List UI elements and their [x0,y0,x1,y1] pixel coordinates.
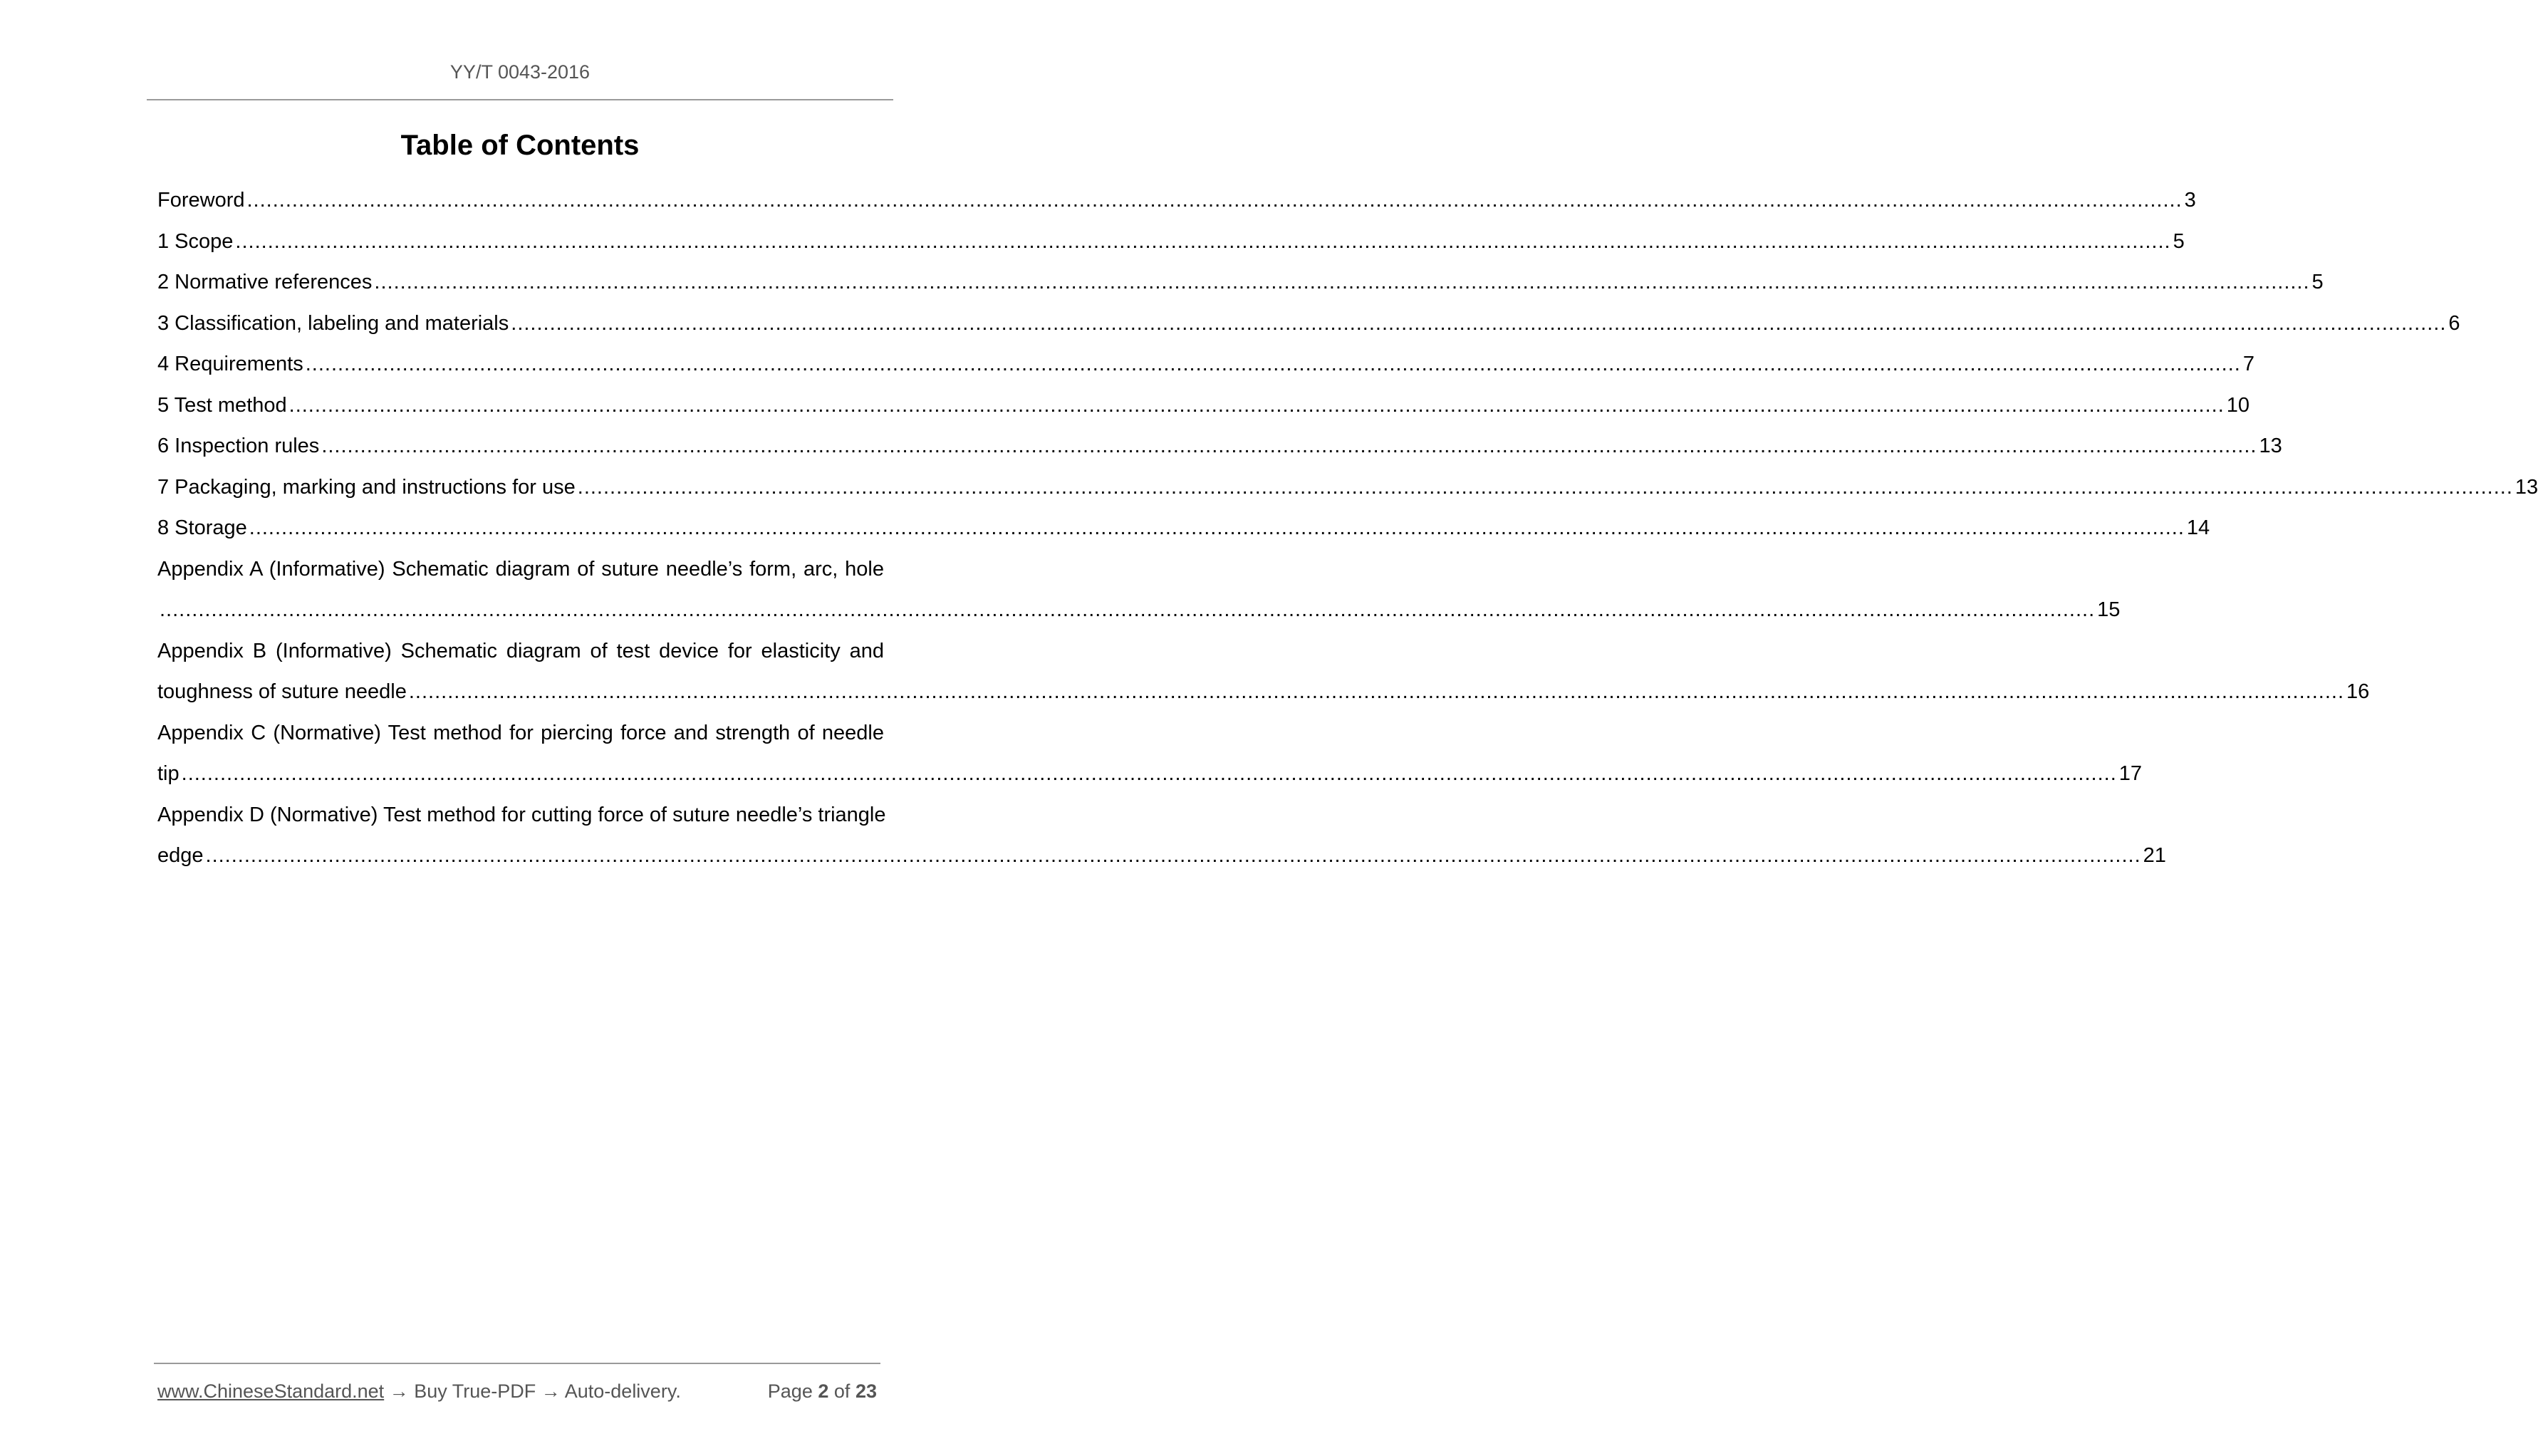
toc-entry-page: 13 [2259,435,2282,457]
toc-entry-page: 15 [2097,598,2121,621]
dot-leader: ............................................................................................................................................................................................................................................................................................................ [181,762,2117,785]
toc-entry-appendix-c-continued[interactable] [157,754,2143,795]
toc-entry-appendix-b-continued[interactable] [157,672,2370,713]
footer-divider [154,1363,880,1364]
toc-entry-page: 21 [2143,844,2166,867]
toc-entry-appendix-c[interactable]: Appendix C (Normative) Test method for piercing force and strength of needle [157,721,884,744]
toc-entry-requirements[interactable] [157,344,2254,385]
dot-leader: ............................................................................................................................................................................................................................................................................................................ [160,598,2096,621]
dot-leader: ............................................................................................................................................................................................................................................................................................................ [305,353,2241,375]
page-title: Table of Contents [400,130,640,161]
toc-entry-label: tip [157,762,180,785]
toc-entry-page: 13 [2514,475,2538,499]
toc-entry-page: 10 [2226,393,2250,417]
toc-entry-foreword[interactable] [157,180,2196,222]
toc-entry-label: 8 Storage [157,516,247,539]
toc-entry-normative-references[interactable] [157,262,2324,303]
toc-entry-label: 1 Scope [157,229,234,253]
toc-entry-label: 2 Normative references [157,271,373,293]
toc-entry-appendix-a[interactable]: Appendix A (Informative) Schematic diagram of suture needle’s form, arc, hole [157,557,884,581]
toc-entry-packaging[interactable] [157,467,2538,509]
toc-entry-label: Foreword [157,189,245,212]
current-page-number: 2 [818,1380,829,1402]
doc-code-header: YY/T 0043-2016 [449,61,591,83]
toc-entry-page: 14 [2186,516,2210,539]
website-link[interactable]: www.ChineseStandard.net [157,1380,385,1402]
toc-entry-test-method[interactable] [157,385,2250,427]
page-indicator [768,1378,877,1404]
toc-entry-page: 5 [2311,271,2324,293]
toc-entry-appendix-d[interactable]: Appendix D (Normative) Test method for cutting force of suture needle’s triangle [157,803,886,826]
toc-entry-label: 7 Packaging, marking and instructions for use [157,475,576,499]
toc-entry-storage[interactable] [157,508,2210,549]
dot-leader: ............................................................................................................................................................................................................................................................................................................ [235,229,2171,253]
toc-entry-label: 3 Classification, labeling and materials [157,311,509,335]
dot-leader: ............................................................................................................................................................................................................................................................................................................ [246,189,2183,212]
dot-leader: ............................................................................................................................................................................................................................................................................................................ [205,844,2141,867]
toc-entry-inspection-rules[interactable] [157,426,2282,467]
page-footer [157,1378,877,1404]
toc-entry-page: 6 [2448,311,2460,335]
dot-leader: ............................................................................................................................................................................................................................................................................................................ [288,393,2225,417]
toc-entry-page: 16 [2346,680,2370,703]
toc-entry-appendix-d-continued[interactable] [157,836,2166,877]
toc-entry-page: 3 [2184,189,2196,212]
toc-entry-label: edge [157,844,204,867]
toc-entry-classification[interactable] [157,303,2460,345]
page-word: Page [767,1380,813,1402]
table-of-contents [157,180,2538,877]
toc-entry-label: toughness of suture needle [157,680,407,703]
total-pages-number: 23 [855,1380,877,1402]
of-word: of [833,1380,851,1402]
toc-entry-label: 4 Requirements [157,353,303,375]
toc-entry-label: 5 Test method [157,393,287,417]
toc-entry-page: 7 [2242,353,2254,375]
toc-entry-appendix-a-continued[interactable] [157,590,2121,631]
toc-entry-label: 6 Inspection rules [157,435,320,457]
dot-leader: ............................................................................................................................................................................................................................................................................................................ [321,435,2257,457]
dot-leader: ............................................................................................................................................................................................................................................................................................................ [511,311,2447,335]
toc-entry-appendix-b[interactable]: Appendix B (Informative) Schematic diagram of test device for elasticity and [157,639,884,662]
toc-entry-scope[interactable] [157,222,2185,263]
toc-entry-page: 17 [2118,762,2143,785]
dot-leader: ............................................................................................................................................................................................................................................................................................................ [249,516,2185,539]
dot-leader: ............................................................................................................................................................................................................................................................................................................ [577,475,2513,499]
dot-leader: ............................................................................................................................................................................................................................................................................................................ [408,680,2345,703]
toc-entry-page: 5 [2173,229,2185,253]
header-divider [147,99,893,100]
dot-leader: ............................................................................................................................................................................................................................................................................................................ [374,271,2310,293]
promo-text: → Buy True-PDF → Auto-delivery. [384,1380,681,1402]
